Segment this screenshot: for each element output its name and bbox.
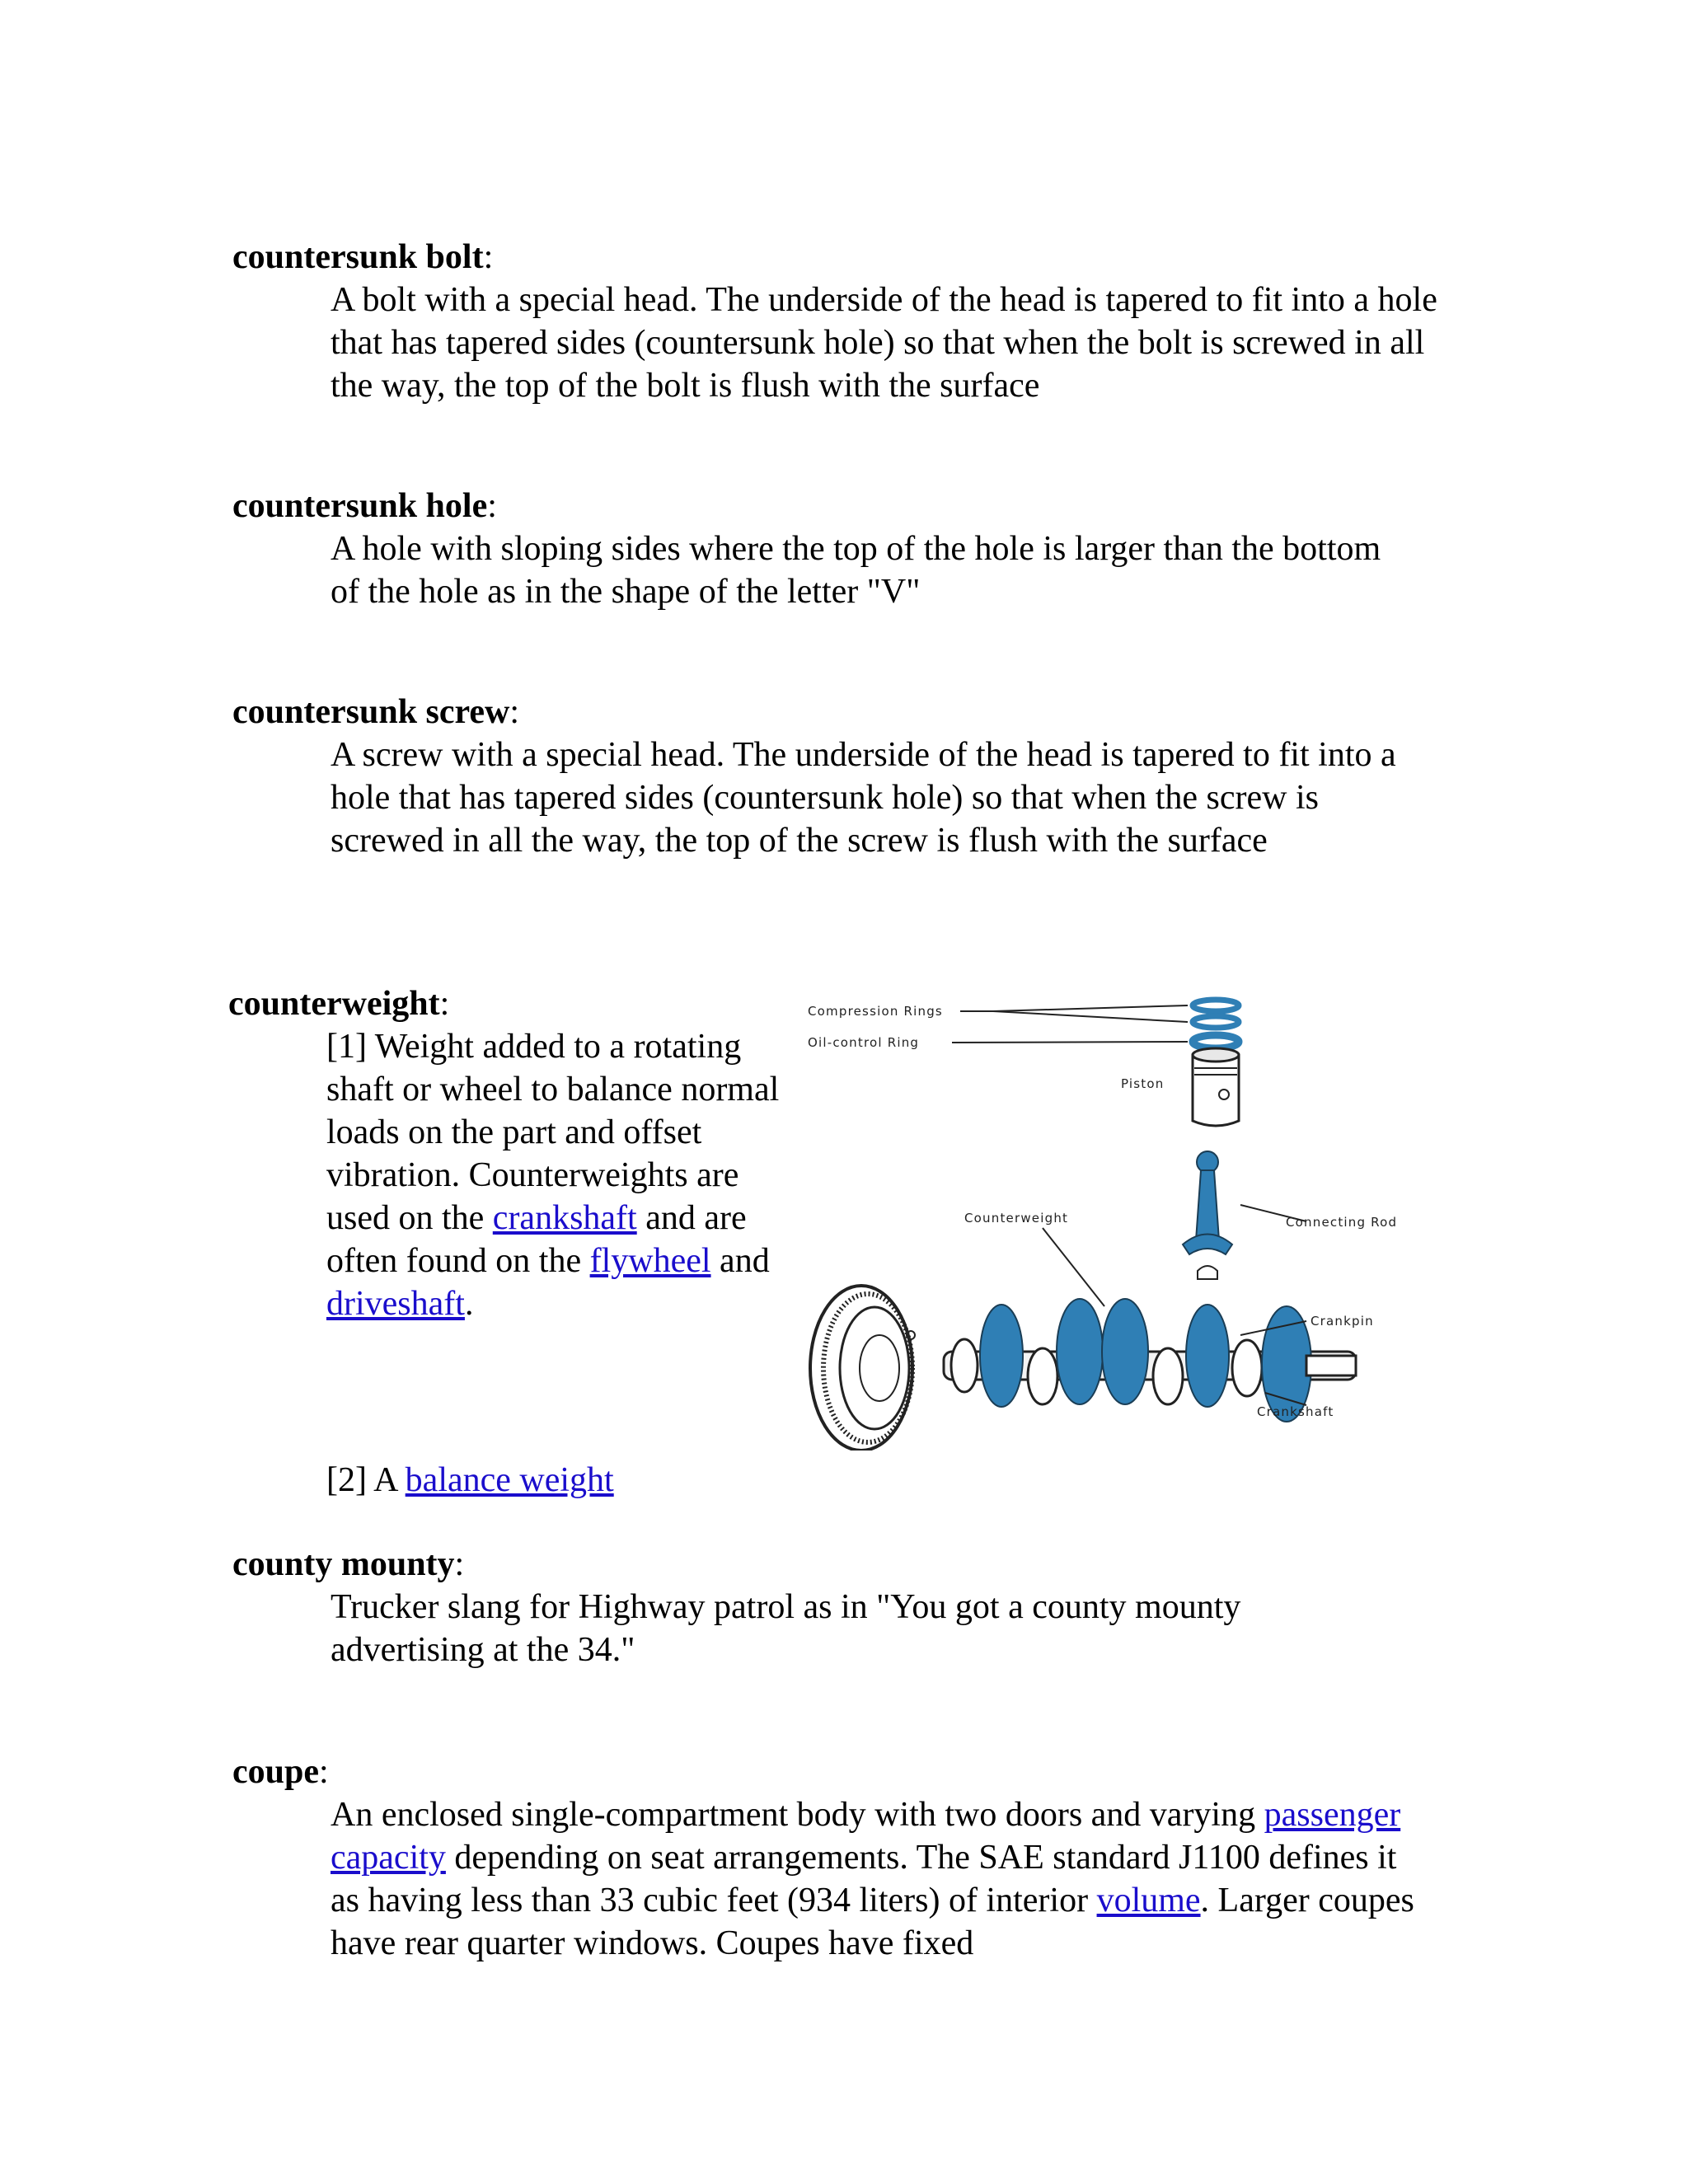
connecting-rod-label: Connecting Rod — [1286, 1215, 1398, 1230]
crankshaft-icon — [944, 1299, 1356, 1422]
passenger-capacity-link[interactable]: passenger capacity — [331, 1796, 1401, 1877]
definition-countersunk-screw: A screw with a special head. The underside of the head is tapered to fit into a hole that has tapered sides (countersunk hole) so that when the screw is screwed in all the way, the top of the screw is flush with the surface — [331, 736, 1396, 860]
oil-control-ring-icon — [1193, 1035, 1239, 1048]
crankshaft-label: Crankshaft — [1257, 1404, 1334, 1419]
term-title: county mounty — [232, 1545, 455, 1583]
definition-counterweight-2: [2] A balance weight — [326, 1461, 614, 1499]
piston-icon — [1193, 1048, 1239, 1126]
oil-control-ring-label: Oil-control Ring — [808, 1035, 920, 1050]
counterweight-label: Counterweight — [964, 1211, 1069, 1226]
volume-link[interactable]: volume — [1096, 1882, 1201, 1919]
definition-countersunk-bolt: A bolt with a special head. The underside of the head is tapered to fit into a hole that has tapered sides (countersunk hole) so that when the bolt is screwed in all the way, the top of the bolt is flush with the surface — [331, 281, 1437, 405]
term-countersunk-screw: countersunk screw: — [232, 693, 520, 731]
term-coupe: coupe: — [232, 1753, 329, 1791]
crankshaft-piston-illustration — [795, 989, 1430, 1451]
crankpin-label: Crankpin — [1311, 1314, 1374, 1329]
compression-rings-label: Compression Rings — [808, 1004, 943, 1019]
term-title: countersunk hole — [232, 487, 488, 525]
piston-label: Piston — [1121, 1076, 1165, 1091]
term-title: coupe — [232, 1753, 319, 1791]
term-countersunk-hole: countersunk hole: — [232, 487, 497, 525]
connecting-rod-icon — [1183, 1151, 1232, 1279]
definition-county-mounty: Trucker slang for Highway patrol as in "You got a county mounty advertising at the 34." — [331, 1588, 1241, 1669]
term-title: counterweight — [228, 985, 440, 1023]
balance-weight-link[interactable]: balance weight — [405, 1461, 614, 1499]
term-title: countersunk screw — [232, 693, 510, 731]
flywheel-icon — [810, 1286, 915, 1451]
term-title: countersunk bolt — [232, 238, 484, 276]
definition-coupe: An enclosed single-compartment body with two doors and varying passenger capacity depending on seat arrangements. The SAE standard J1100 defines it as having less than 33 cubic feet (934 liters) of interior volume. Larger coupes have rear quarter windows. Coupes have fixed — [331, 1796, 1414, 1962]
driveshaft-link[interactable]: driveshaft — [326, 1285, 465, 1323]
compression-rings-icon — [1193, 1000, 1239, 1028]
definition-counterweight-1: [1] Weight added to a rotating shaft or wheel to balance normal loads on the part and offset vibration. Counterweights are used on the crankshaft and are often found on the flywheel and driveshaft. — [326, 1028, 780, 1323]
term-countersunk-bolt: countersunk bolt: — [232, 238, 494, 276]
term-counterweight: counterweight: — [228, 985, 450, 1023]
flywheel-link[interactable]: flywheel — [589, 1242, 711, 1280]
definition-countersunk-hole: A hole with sloping sides where the top of the hole is larger than the bottom of the hole as in the shape of the letter "V" — [331, 530, 1381, 611]
term-county-mounty: county mounty: — [232, 1545, 465, 1583]
crankshaft-link[interactable]: crankshaft — [492, 1199, 637, 1237]
